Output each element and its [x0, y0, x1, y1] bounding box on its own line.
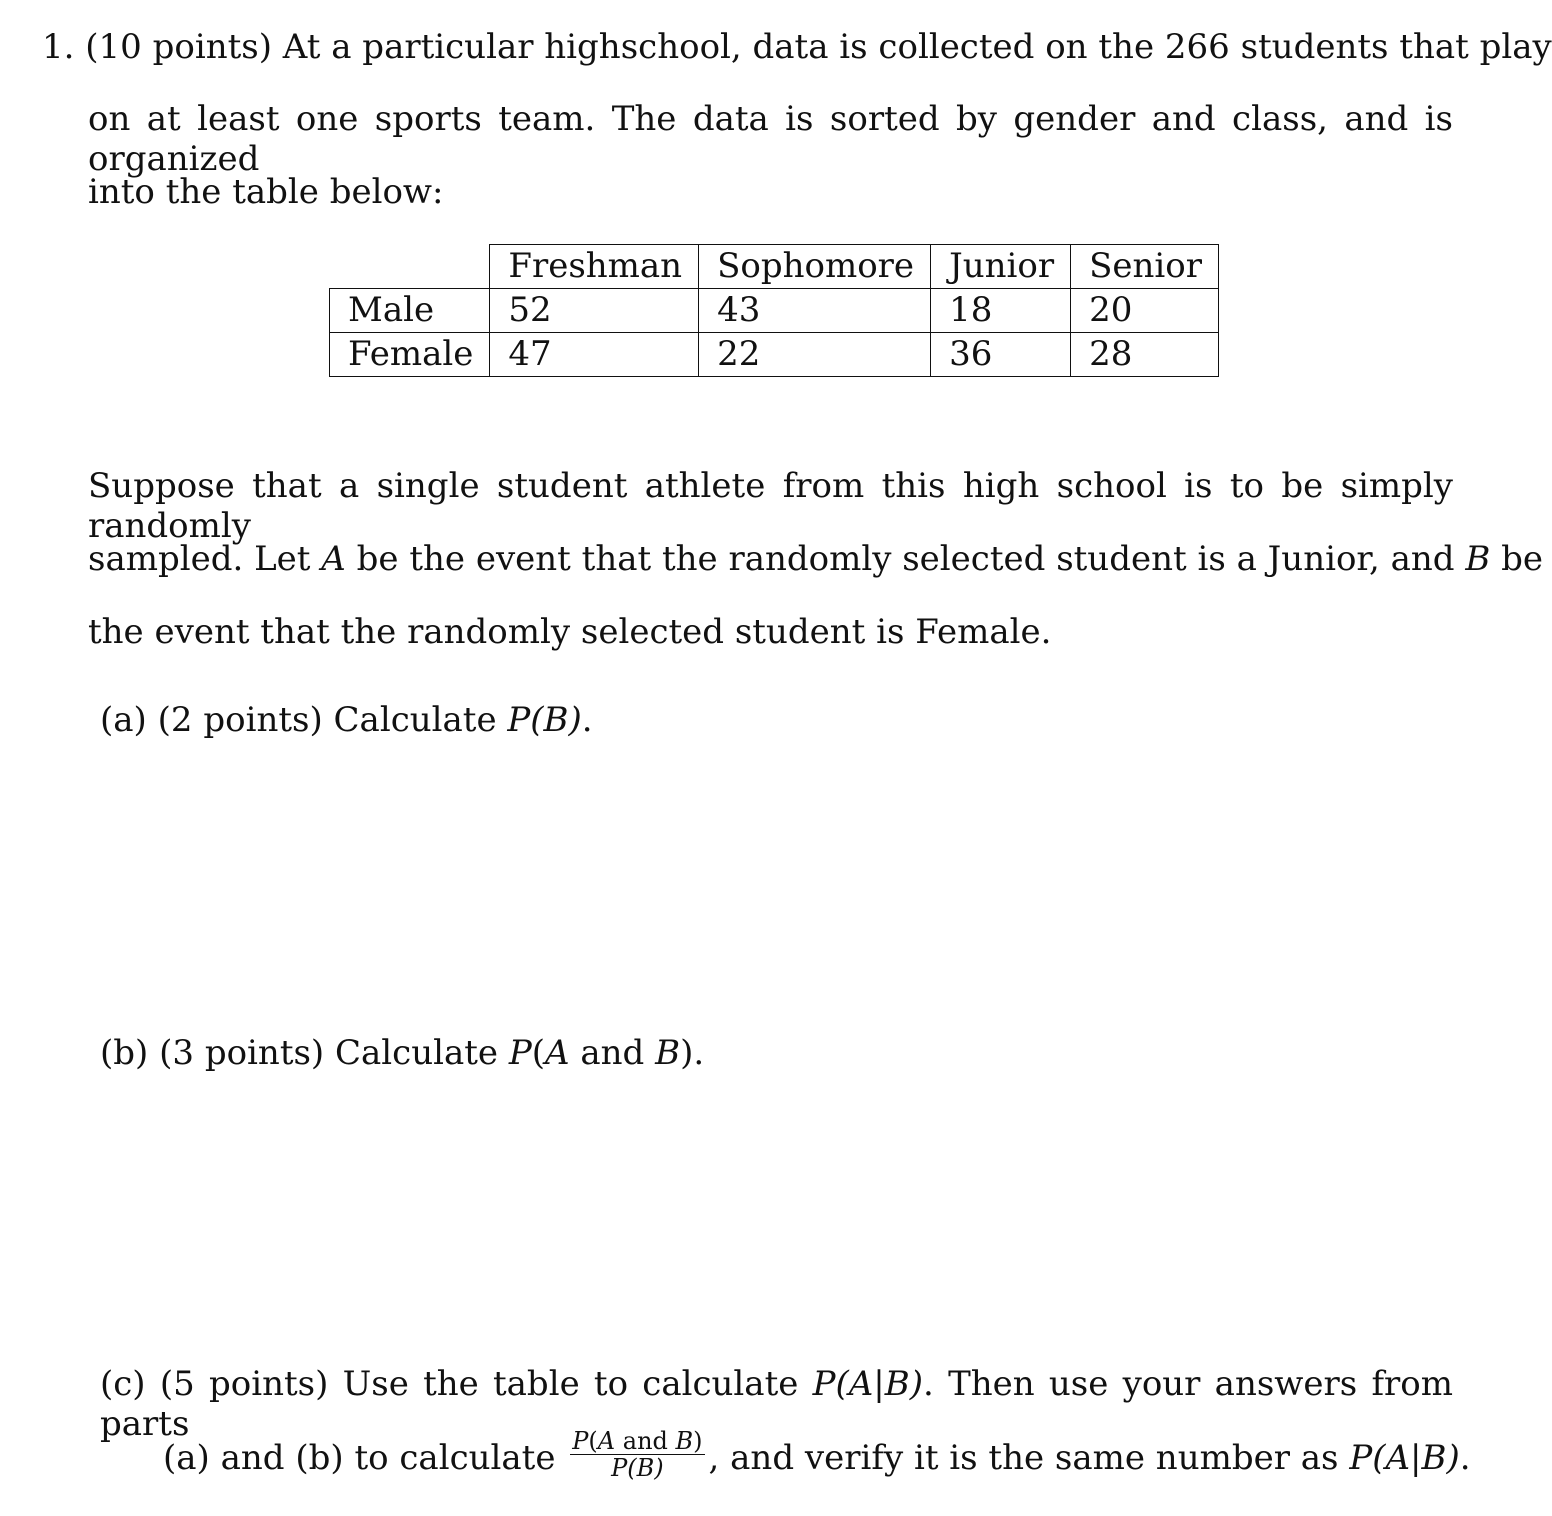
fraction-numerator: P(A and B) — [572, 1426, 703, 1455]
table-cell: 28 — [1071, 333, 1219, 377]
table-cell: 36 — [931, 333, 1071, 377]
contingency-table — [329, 244, 1219, 377]
question-intro-text-1: At a particular highschool, data is collected on the 266 students that play — [282, 27, 1552, 67]
table-corner-cell — [330, 245, 490, 289]
question-intro-line-3: into the table below: — [88, 172, 444, 212]
part-a-points: (2 points) — [157, 700, 323, 740]
table-header-row — [330, 245, 1219, 289]
row-label-male: Male — [330, 289, 490, 333]
part-c-conditional-expression: P(A|B) — [812, 1364, 924, 1404]
column-header-sophomore: Sophomore — [699, 245, 931, 289]
question-intro-line-2: on at least one sports team. The data is sorted by gender and class, and is organized — [88, 99, 1453, 179]
question-intro-line-1 — [42, 27, 1552, 67]
part-c-line-2: (a) and (b) to calculate $\frac{\text{P(A and B)}}{P(B)}$ , and verify it is the same number as P(A|B). — [163, 1426, 1471, 1482]
row-label-female: Female — [330, 333, 490, 377]
question-points: (10 points) — [85, 27, 272, 67]
scenario-line-2: sampled. Let A be the event that the randomly selected student is a Junior, and B be — [88, 539, 1544, 579]
column-header-senior: Senior — [1071, 245, 1219, 289]
part-b-expression-p: P — [508, 1033, 532, 1073]
part-b-points: (3 points) — [159, 1033, 325, 1073]
scenario-line-3: the event that the randomly selected student is Female. — [88, 612, 1052, 652]
part-c-verify-expression: P(A|B) — [1349, 1438, 1460, 1478]
part-c-label: (c) — [100, 1364, 146, 1404]
table-cell: 47 — [490, 333, 699, 377]
part-a-label: (a) — [100, 700, 147, 740]
part-c-points: (5 points) — [159, 1364, 329, 1404]
table-cell: 18 — [931, 289, 1071, 333]
table-cell: 43 — [699, 289, 931, 333]
event-a-symbol: A — [321, 539, 346, 579]
table-row-female — [330, 333, 1219, 377]
table-cell: 22 — [699, 333, 931, 377]
table-row-male — [330, 289, 1219, 333]
column-header-junior: Junior — [931, 245, 1071, 289]
fraction-denominator: P(B) — [611, 1453, 664, 1482]
scenario-line-1: Suppose that a single student athlete from this high school is to be simply randomly — [88, 466, 1453, 546]
table-cell: 20 — [1071, 289, 1219, 333]
column-header-freshman: Freshman — [490, 245, 699, 289]
event-b-symbol: B — [1465, 539, 1491, 579]
part-b-label: (b) — [100, 1033, 149, 1073]
question-number: 1. — [42, 27, 75, 67]
table-cell: 52 — [490, 289, 699, 333]
fraction-expression — [570, 1428, 704, 1481]
part-a-expression: P(B) — [507, 700, 582, 740]
part-b: (b) (3 points) Calculate P(A and B). — [100, 1033, 705, 1073]
part-a: (a) (2 points) Calculate P(B). — [100, 700, 593, 740]
part-c-line-1: (c) (5 points) Use the table to calculate P(A|B). Then use your answers from parts — [100, 1364, 1454, 1444]
